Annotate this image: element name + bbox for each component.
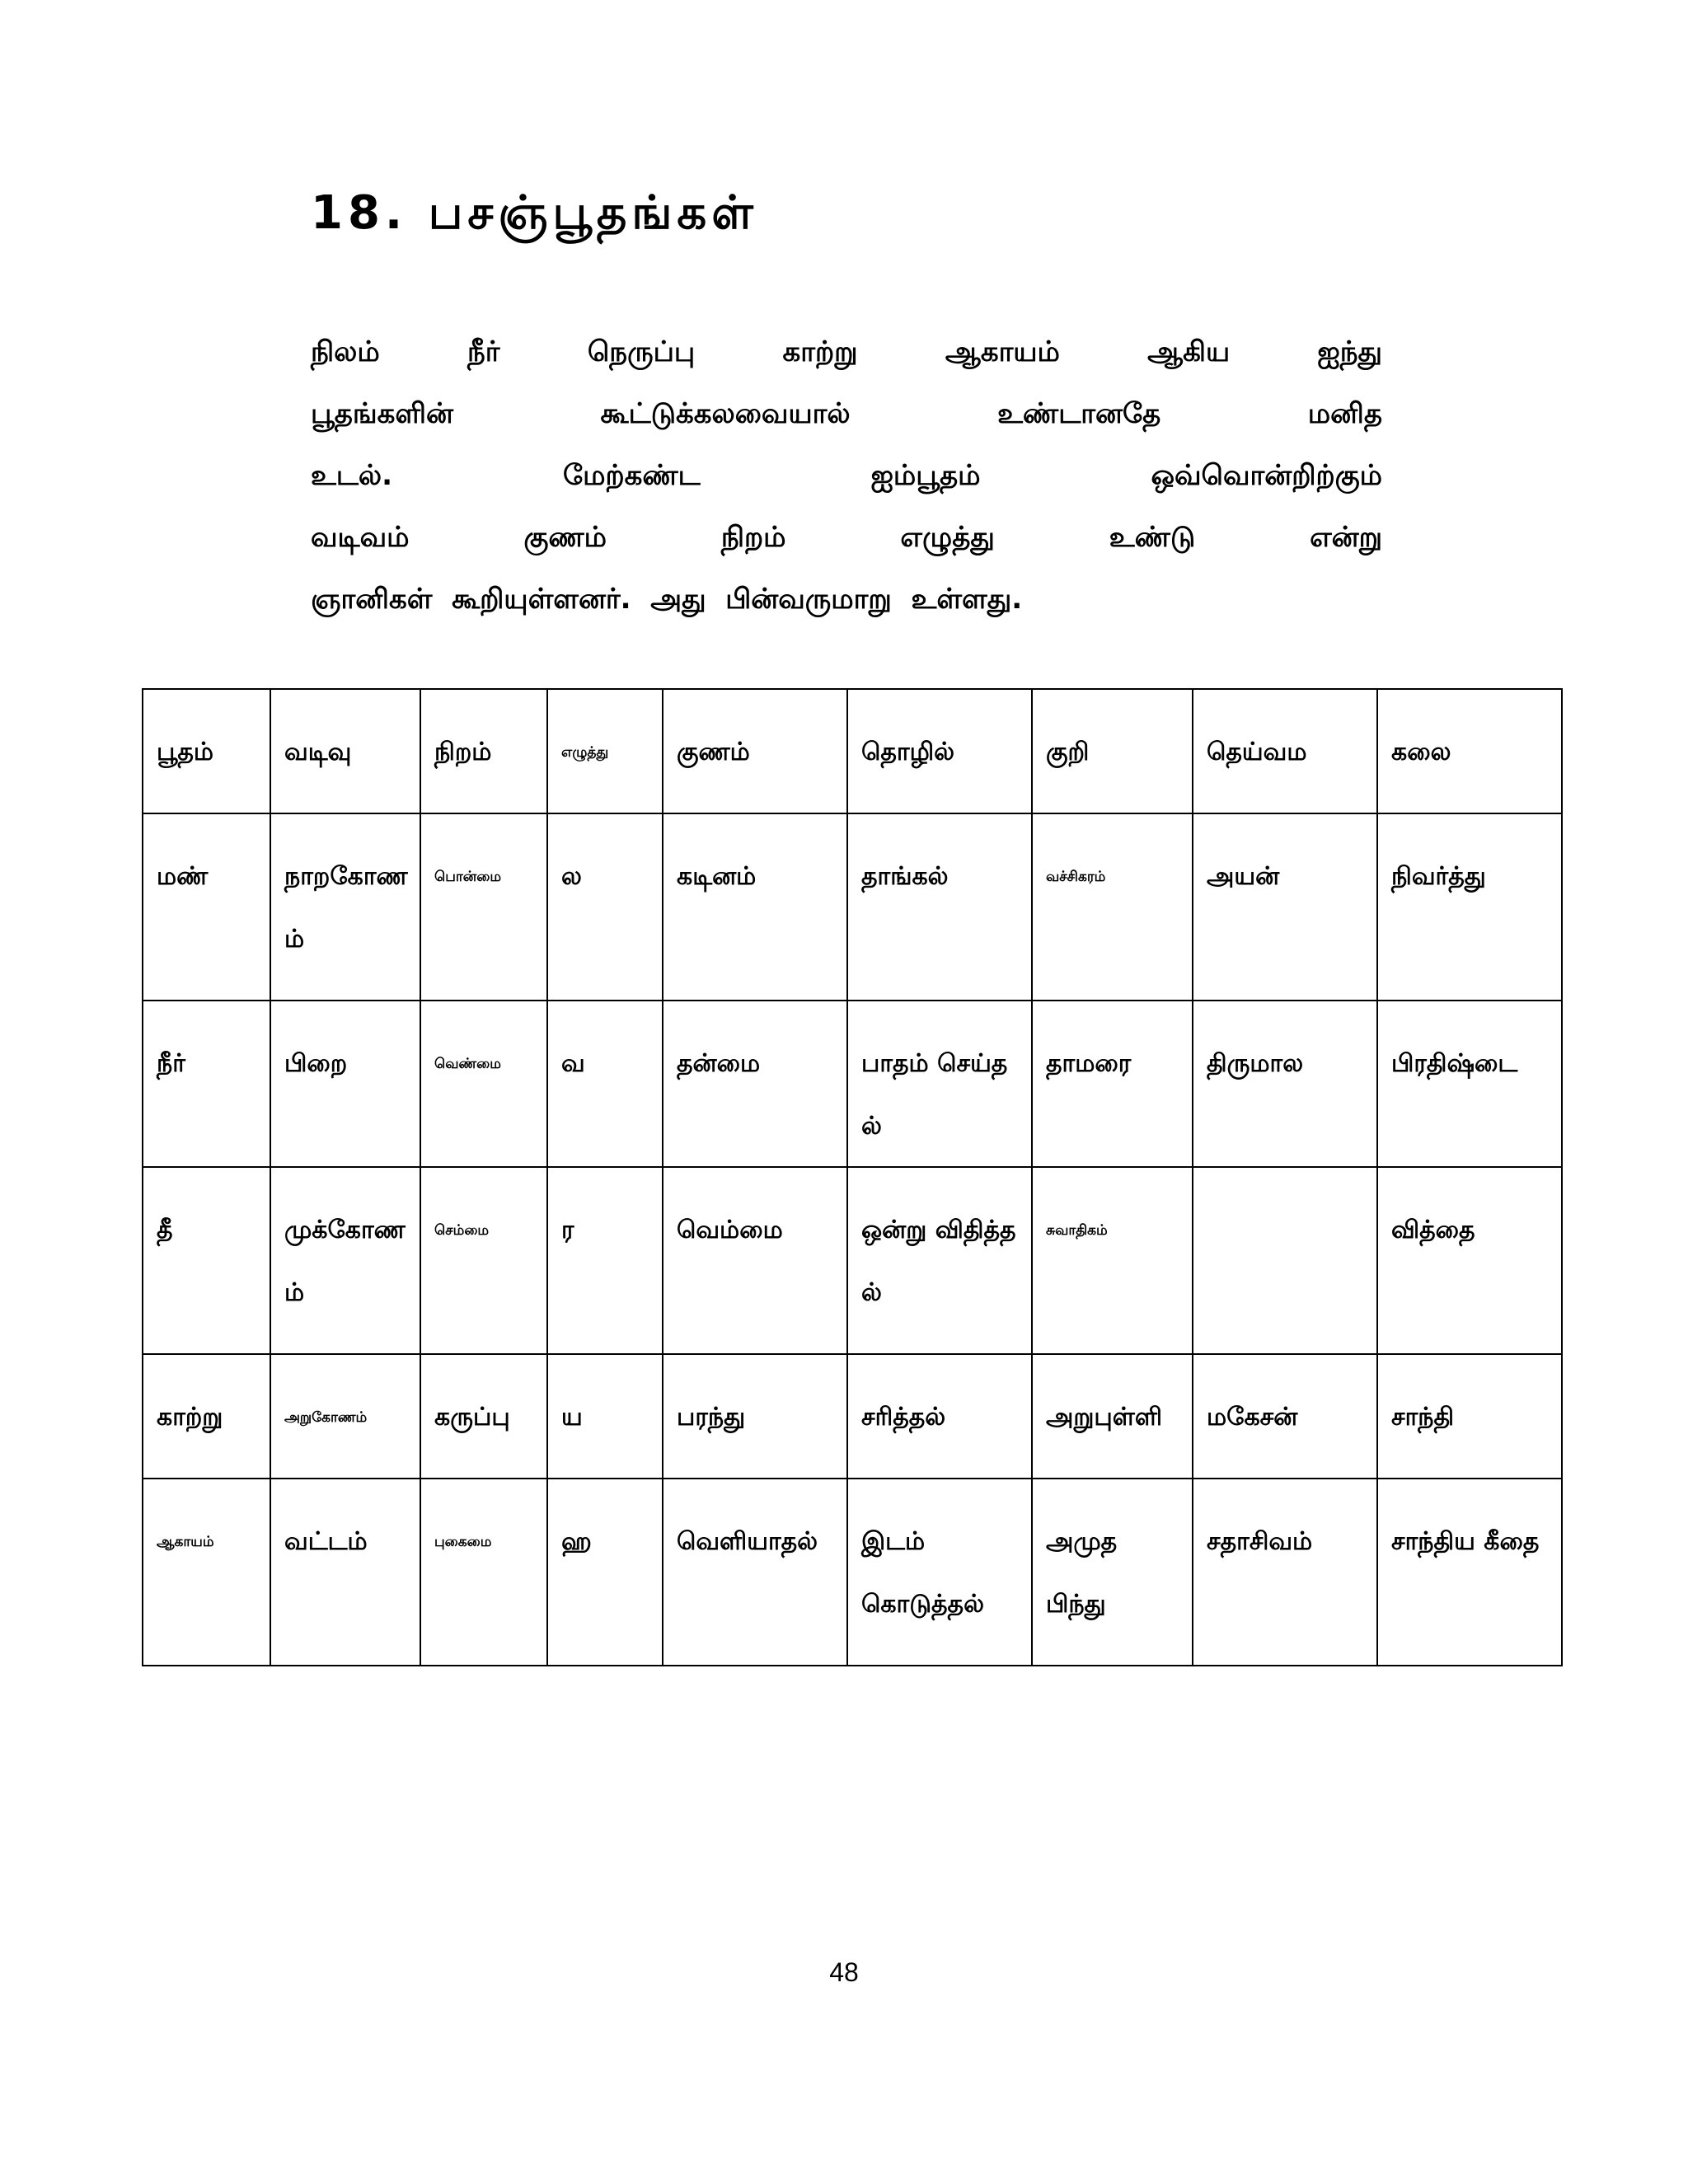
word: உடல். <box>311 459 393 492</box>
word: கூறியுள்ளனர். <box>452 583 631 616</box>
table-cell: வெண்மை <box>420 1001 547 1167</box>
table-cell: மண் <box>143 813 270 1001</box>
word: ஐம்பூதம் <box>870 459 981 492</box>
table-cell: மகேசன் <box>1193 1354 1377 1479</box>
word: நிறம் <box>720 521 786 554</box>
word: அது <box>650 583 706 616</box>
word: மேற்கண்ட <box>562 459 701 492</box>
word: உண்டு <box>1109 521 1196 554</box>
table-cell: அறுகோணம் <box>270 1354 420 1479</box>
table-cell: வச்சிகரம் <box>1032 813 1193 1001</box>
table-cell: தன்மை <box>663 1001 847 1167</box>
table-cell: வெம்மை <box>663 1167 847 1354</box>
header-cell: நிறம் <box>420 689 547 813</box>
table-cell: இடம் கொடுத்தல் <box>847 1479 1032 1666</box>
table-cell: தீ <box>143 1167 270 1354</box>
table-cell: பொன்மை <box>420 813 547 1001</box>
word: உண்டானதே <box>997 397 1161 430</box>
paragraph-line <box>311 445 1382 507</box>
table-cell: முக்கோணம் <box>270 1167 420 1354</box>
table-cell: கடினம் <box>663 813 847 1001</box>
table-cell: புகைமை <box>420 1479 547 1666</box>
table-cell: வ <box>547 1001 663 1167</box>
word: உள்ளது. <box>911 583 1023 616</box>
table-cell: காற்று <box>143 1354 270 1479</box>
table-cell: தாமரை <box>1032 1001 1193 1167</box>
table-cell: பாதம் செய்தல் <box>847 1001 1032 1167</box>
table-cell: ஆகாயம் <box>143 1479 270 1666</box>
word: ஞானிகள் <box>311 583 433 616</box>
word: என்று <box>1310 521 1382 554</box>
table-cell: பரந்து <box>663 1354 847 1479</box>
header-cell: பூதம் <box>143 689 270 813</box>
table-row <box>143 813 1562 1001</box>
paragraph-line <box>311 383 1382 445</box>
table-cell <box>1193 1167 1377 1354</box>
table-cell: கருப்பு <box>420 1354 547 1479</box>
header-cell: குணம் <box>663 689 847 813</box>
word: ஆகிய <box>1147 335 1231 368</box>
word: ஆகாயம் <box>945 335 1060 368</box>
table-cell: ல <box>547 813 663 1001</box>
table-cell: சாந்தி <box>1377 1354 1562 1479</box>
table-cell: திருமால <box>1193 1001 1377 1167</box>
word: குணம் <box>523 521 607 554</box>
table-cell: பிறை <box>270 1001 420 1167</box>
word: பூதங்களின் <box>311 397 453 430</box>
table-cell: அமுத பிந்து <box>1032 1479 1193 1666</box>
table-cell: நீர் <box>143 1001 270 1167</box>
table-cell: சதாசிவம் <box>1193 1479 1377 1666</box>
intro-paragraph <box>311 321 1382 630</box>
table-cell: செம்மை <box>420 1167 547 1354</box>
header-cell: எழுத்து <box>547 689 663 813</box>
elements-table <box>142 688 1563 1666</box>
table-cell: தாங்கல் <box>847 813 1032 1001</box>
word: எழுத்து <box>900 521 995 554</box>
word: மனித <box>1307 397 1382 430</box>
header-cell: குறி <box>1032 689 1193 813</box>
header-cell: கலை <box>1377 689 1562 813</box>
page-title: 18. பசஞ்பூதங்கள் <box>311 186 758 240</box>
table-cell: ய <box>547 1354 663 1479</box>
table-cell: அயன் <box>1193 813 1377 1001</box>
header-cell: தெய்வம <box>1193 689 1377 813</box>
table-cell: ர <box>547 1167 663 1354</box>
table-cell: வித்தை <box>1377 1167 1562 1354</box>
table-cell: சுவாதிகம் <box>1032 1167 1193 1354</box>
word: பின்வருமாறு <box>725 583 892 616</box>
table-cell: வெளியாதல் <box>663 1479 847 1666</box>
table-header-row <box>143 689 1562 813</box>
table-row <box>143 1001 1562 1167</box>
table-cell: ஒன்று விதித்தல் <box>847 1167 1032 1354</box>
table-cell: சரித்தல் <box>847 1354 1032 1479</box>
word: வடிவம் <box>311 521 410 554</box>
table-cell: நிவர்த்து <box>1377 813 1562 1001</box>
word: நெருப்பு <box>587 335 696 368</box>
table-cell: பிரதிஷ்டை <box>1377 1001 1562 1167</box>
word: காற்று <box>782 335 858 368</box>
word: கூட்டுக்கலவையால் <box>600 397 851 430</box>
word: நிலம் <box>311 335 380 368</box>
word: ஒவ்வொன்றிற்கும் <box>1151 459 1382 492</box>
header-cell: வடிவு <box>270 689 420 813</box>
table-cell: நாறகோணம் <box>270 813 420 1001</box>
header-cell: தொழில் <box>847 689 1032 813</box>
page-number: 48 <box>829 1957 859 1987</box>
table-row <box>143 1167 1562 1354</box>
paragraph-line <box>311 569 1382 630</box>
paragraph-line <box>311 321 1382 383</box>
word: நீர் <box>467 335 500 368</box>
word: ஐந்து <box>1317 335 1382 368</box>
table-row <box>143 1354 1562 1479</box>
table-row <box>143 1479 1562 1666</box>
table-cell: அறுபுள்ளி <box>1032 1354 1193 1479</box>
paragraph-line <box>311 507 1382 569</box>
table-cell: சாந்திய கீதை <box>1377 1479 1562 1666</box>
table-cell: ஹ <box>547 1479 663 1666</box>
table-cell: வட்டம் <box>270 1479 420 1666</box>
